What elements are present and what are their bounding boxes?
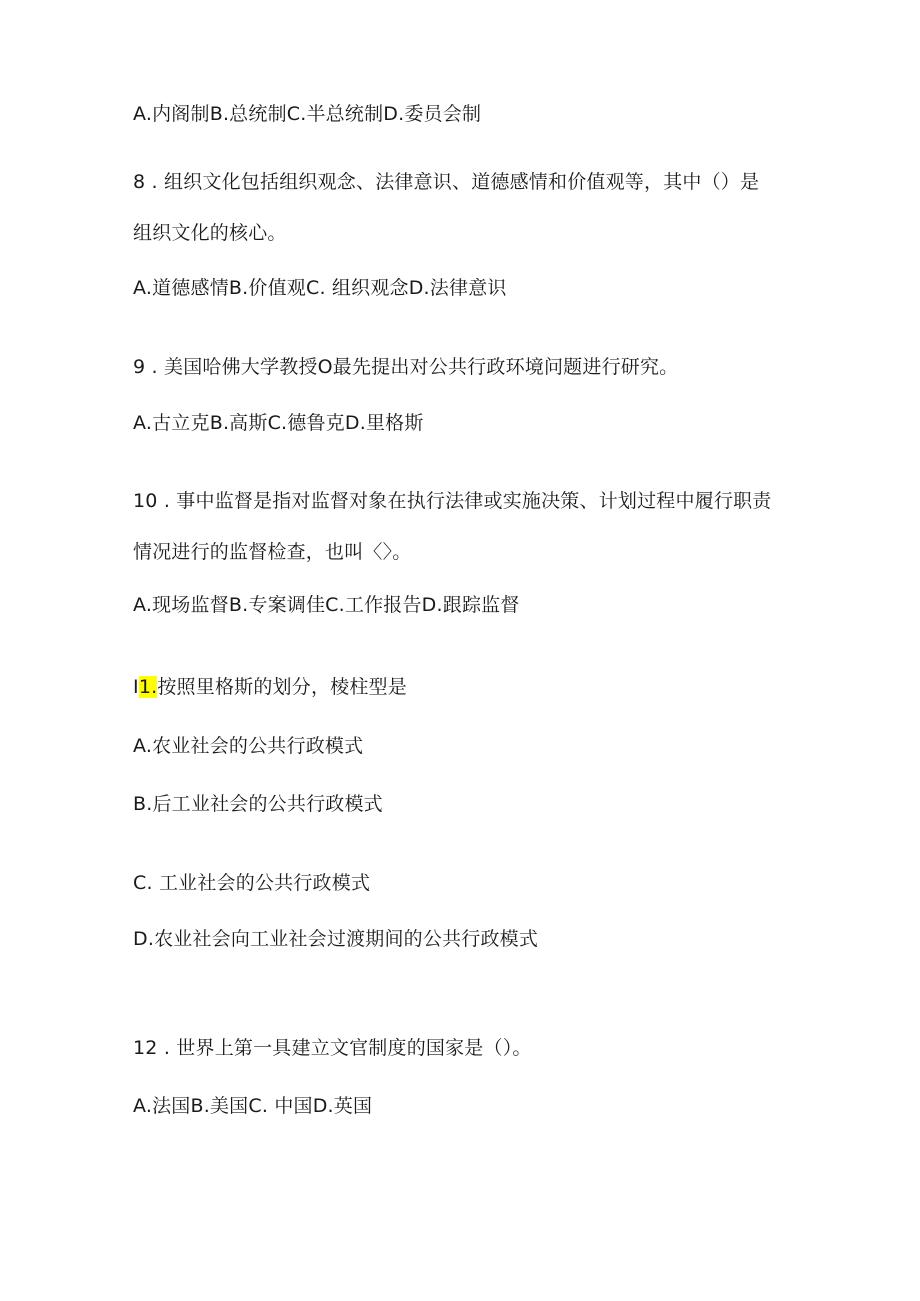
q12-options: A.法国B.美国C. 中国D.英国: [133, 1095, 373, 1117]
q8-options: A.道德感情B.价值观C. 组织观念D.法律意识: [133, 277, 507, 299]
q11-number-highlight: 1.: [138, 676, 158, 698]
q10-options: A.现场监督B.专案调佳C.工作报告D.跟踪监督: [133, 594, 520, 616]
q8-stem-line2: 组织文化的核心。: [133, 222, 287, 244]
q11-number-prefix: I: [133, 676, 139, 698]
q8-stem-line1: 8 . 组织文化包括组织观念、法律意识、道德感情和价值观等，其中（）是: [133, 171, 760, 193]
q11-stem: [133, 675, 407, 699]
q11-option-a: A.农业社会的公共行政模式: [133, 735, 364, 757]
q11-option-b: B.后工业社会的公共行政模式: [133, 793, 383, 815]
q9-options: A.古立克B.高斯C.德鲁克D.里格斯: [133, 412, 424, 434]
q12-stem: 12 . 世界上第一具建立文官制度的国家是（）。: [133, 1037, 532, 1059]
q9-stem: 9 . 美国哈佛大学教授O最先提出对公共行政环境问题进行研究。: [133, 356, 679, 378]
q10-stem-line1: 10 . 事中监督是指对监督对象在执行法律或实施决策、计划过程中履行职责: [133, 490, 772, 512]
q10-stem-line2: 情况进行的监督检查，也叫〈〉。: [133, 541, 412, 563]
q11-option-d: D.农业社会向工业社会过渡期间的公共行政模式: [133, 928, 539, 950]
q11-stem-text: 按照里格斯的划分，棱柱型是: [157, 676, 407, 698]
q11-option-c: C. 工业社会的公共行政模式: [133, 872, 371, 894]
q7-options: A.内阁制B.总统制C.半总统制D.委员会制: [133, 103, 482, 125]
